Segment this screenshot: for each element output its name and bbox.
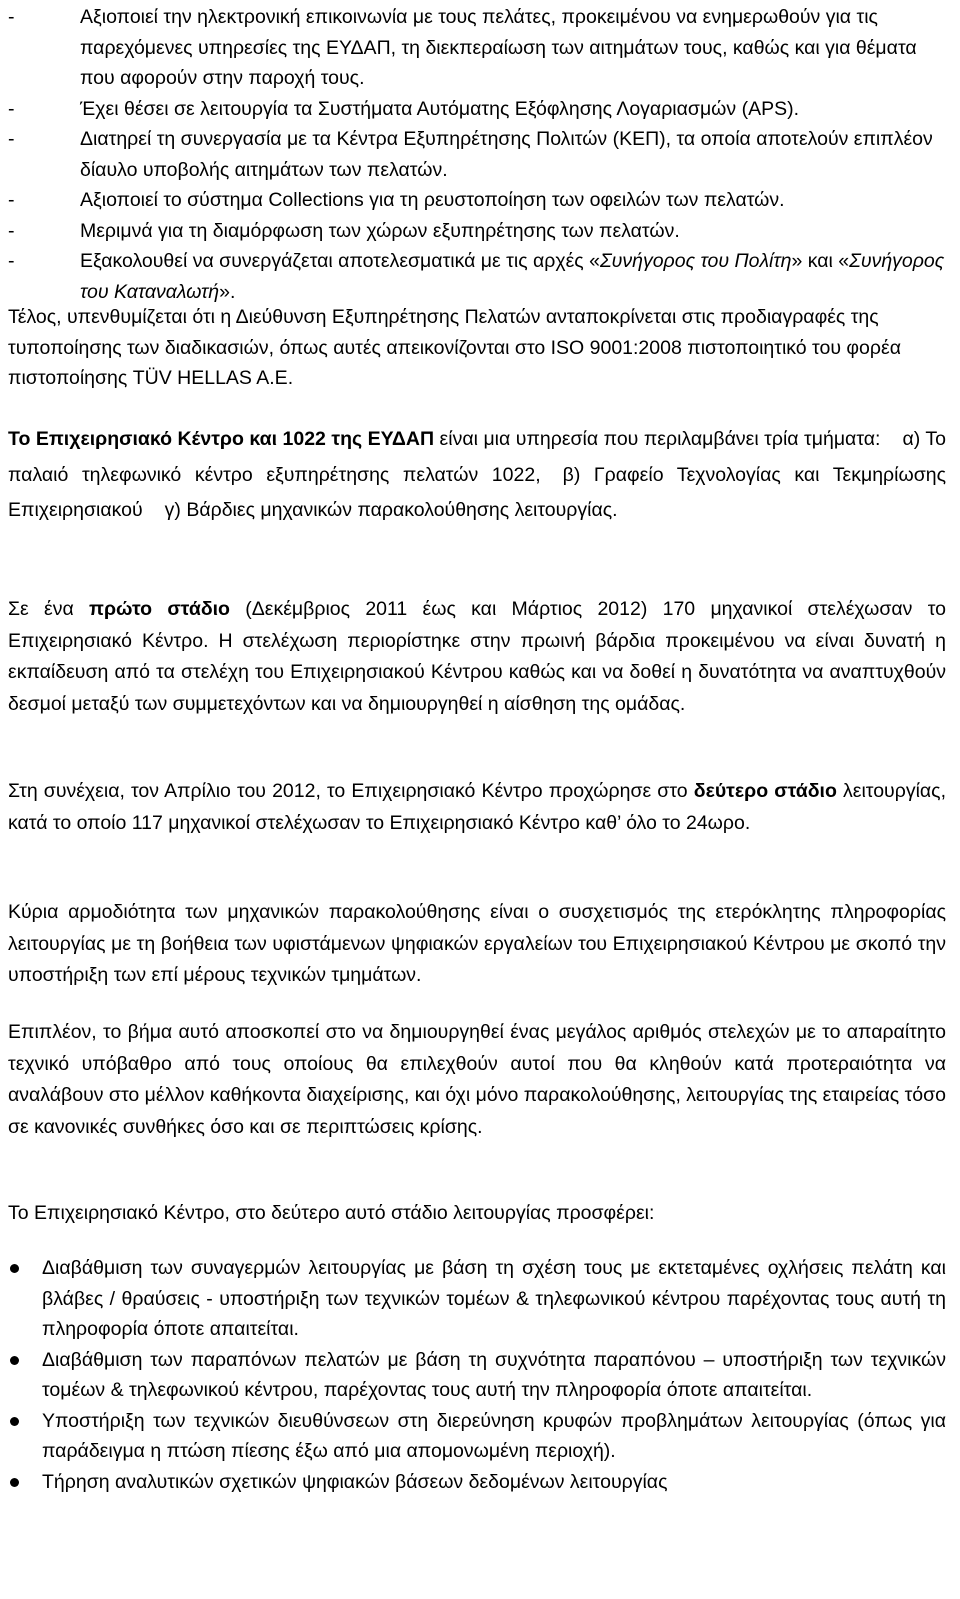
bullet-item: [8, 1406, 946, 1467]
dash-item-text: Διατηρεί τη συνεργασία με τα Κέντρα Εξυπηρέτησης Πολιτών (ΚΕΠ), τα οποία αποτελούν επιπλέον δίαυλο υποβολής αιτημάτων των πελατών.: [80, 128, 933, 181]
paragraph-text: γ) Βάρδιες μηχανικών παρακολούθησης λειτουργίας.: [164, 499, 618, 521]
paragraph-text: Στη συνέχεια, τον Απρίλιο του 2012, το Επιχειρησιακό Κέντρο προχώρησε στο: [8, 780, 694, 802]
bullet-icon: [10, 1356, 19, 1365]
paragraph-text: β) Γραφείο Τεχνολογίας και Τεκμηρίωσης Επιχειρησιακού: [8, 463, 946, 521]
bullet-text: Διαβάθμιση των συναγερμών λειτουργίας με βάση τη σχέση τους με εκτεταμένες οχλήσεις πελάτη και βλάβες / θραύσεις - υποστήριξη των τεχνικών τομέων & τηλεφωνικού κέντρου παρέχοντας τους αυτή τη πληροφορία όποτε απαιτείται.: [42, 1257, 946, 1340]
paragraph-text: α) Το παλαιό τηλεφωνικό κέντρο εξυπηρέτησης πελατών 1022,: [8, 428, 946, 486]
dash-item-text: Μεριμνά για τη διαμόρφωση των χώρων εξυπηρέτησης των πελατών.: [80, 219, 680, 242]
bullet-text: Υποστήριξη των τεχνικών διευθύνσεων στη διερεύνηση κρυφών προβλημάτων λειτουργίας (όπως για παράδειγμα η πτώση πίεσης έξω από μια απομονωμένη περιοχή).: [42, 1409, 946, 1462]
bullet-item: [8, 1345, 946, 1406]
bullet-icon: [10, 1264, 19, 1273]
italic-term: Συνήγορος του Καταναλωτή: [80, 250, 945, 303]
dash-item-text: Έχει θέσει σε λειτουργία τα Συστήματα Αυτόματης Εξόφλησης Λογαριασμών (APS).: [80, 97, 799, 120]
dash-marker: -: [8, 6, 15, 28]
paragraph-text: είναι μια υπηρεσία που περιλαμβάνει τρία τμήματα:: [434, 428, 881, 450]
paragraph-text: Το Επιχειρησιακό Κέντρο, στο δεύτερο αυτό στάδιο λειτουργίας προσφέρει:: [8, 1202, 655, 1224]
dash-item: [8, 246, 948, 307]
bold-term: Το Επιχειρησιακό Κέντρο και 1022 της ΕΥΔΑΠ: [8, 428, 435, 450]
dash-list: [8, 2, 948, 307]
bullet-text: Τήρηση αναλυτικών σχετικών ψηφιακών βάσεων δεδομένων λειτουργίας: [42, 1470, 668, 1493]
bullet-icon: [10, 1478, 19, 1487]
dash-item: [8, 185, 948, 216]
dash-item-text: Εξακολουθεί να συνεργάζεται αποτελεσματικά με τις αρχές «: [80, 250, 600, 272]
dash-item-text: Αξιοποιεί την ηλεκτρονική επικοινωνία με τους πελάτες, προκειμένου να ενημερωθούν για τις παρεχόμενες υπηρεσίες της ΕΥΔΑΠ, τη διεκπεραίωση των αιτημάτων τους, καθώς και για θέματα που αφορούν στην παροχή τους.: [80, 6, 917, 89]
bullet-text: Διαβάθμιση των παραπόνων πελατών με βάση τη συχνότητα παραπόνου – υποστήριξη των τεχνικών τομέων & τηλεφωνικού κέντρου, παρέχοντας τους αυτή την πληροφορία όποτε απαιτείται.: [42, 1348, 946, 1401]
dash-marker: -: [8, 97, 15, 120]
bold-term: πρώτο στάδιο: [89, 598, 230, 620]
bullet-item: [8, 1467, 946, 1498]
bullet-item: [8, 1253, 946, 1345]
paragraph-text: λειτουργίας, κατά το οποίο 117 μηχανικοί στελέχωσαν το Επιχειρησιακό Κέντρο καθ’ όλο το 24ωρο.: [8, 780, 946, 834]
dash-item: [8, 2, 948, 94]
paragraph-text: Σε ένα: [8, 598, 90, 620]
italic-term: Συνήγορος του Πολίτη: [599, 250, 792, 272]
dash-item: [8, 94, 948, 125]
paragraph-operations-center: [8, 422, 946, 529]
paragraph-iso: [8, 302, 946, 394]
dash-item-text: Αξιοποιεί το σύστημα Collections για τη ρευστοποίηση των οφειλών των πελατών.: [80, 189, 785, 211]
paragraph-text: (Δεκέμβριος 2011 έως και Μάρτιος 2012) 170 μηχανικοί στελέχωσαν το Επιχειρησιακό Κέντρο. Η στελέχωση περιορίστηκε στην πρωινή βάρδια προκειμένου να είναι δυνατή η εκπαίδευση από τα στελέχη του Επιχειρησιακού Κέντρου καθώς και να δοθεί η δυνατότητα να αναπτυχθούν δεσμοί μεταξύ των συμμετεχόντων και να δημιουργηθεί η αίσθηση της ομάδας.: [8, 598, 946, 715]
bold-term: δεύτερο στάδιο: [693, 780, 837, 802]
paragraph-further: [8, 1017, 946, 1143]
dash-marker: -: [8, 250, 15, 272]
paragraph-second-stage: [8, 776, 946, 839]
paragraph-text: Τέλος, υπενθυμίζεται ότι η Διεύθυνση Εξυπηρέτησης Πελατών ανταποκρίνεται στις προδιαγραφές της τυποποίησης των διαδικασιών, όπως αυτές απεικονίζονται στο ISO 9001:2008 πιστοποιητικό του φορέα πιστοποίησης TÜV HELLAS A.E.: [8, 306, 901, 389]
dash-marker: -: [8, 189, 15, 211]
dash-marker: -: [8, 128, 15, 150]
paragraph-text: Κύρια αρμοδιότητα των μηχανικών παρακολούθησης είναι ο συσχετισμός της ετερόκλητης πληροφορίας λειτουργίας με τη βοήθεια των υφιστάμενων ψηφιακών εργαλείων του Επιχειρησιακού Κέντρου με σκοπό την υποστήριξη των επί μέρους τεχνικών τμημάτων.: [8, 901, 946, 986]
bullet-list: [8, 1253, 946, 1497]
dash-item: [8, 216, 948, 247]
dash-item: [8, 124, 948, 185]
dash-marker: -: [8, 219, 15, 242]
dash-item-text: ».: [219, 280, 236, 303]
bullet-icon: [10, 1417, 19, 1426]
paragraph-offers: [8, 1198, 946, 1230]
paragraph-main-duty: [8, 897, 946, 992]
paragraph-first-stage: [8, 594, 946, 720]
dash-item-text: » και «: [791, 250, 850, 272]
paragraph-text: Επιπλέον, το βήμα αυτό αποσκοπεί στο να δημιουργηθεί ένας μεγάλος αριθμός στελεχών με το απαραίτητο τεχνικό υπόβαθρο από τους οποίους θα επιλεχθούν αυτοί που θα κληθούν κατά προτεραιότητα να αναλάβουν στο μέλλον καθήκοντα διαχείρισης, και όχι μόνο παρακολούθησης, λειτουργίας της εταιρείας τόσο σε κανονικές συνθήκες όσο και σε περιπτώσεις κρίσης.: [8, 1021, 946, 1138]
